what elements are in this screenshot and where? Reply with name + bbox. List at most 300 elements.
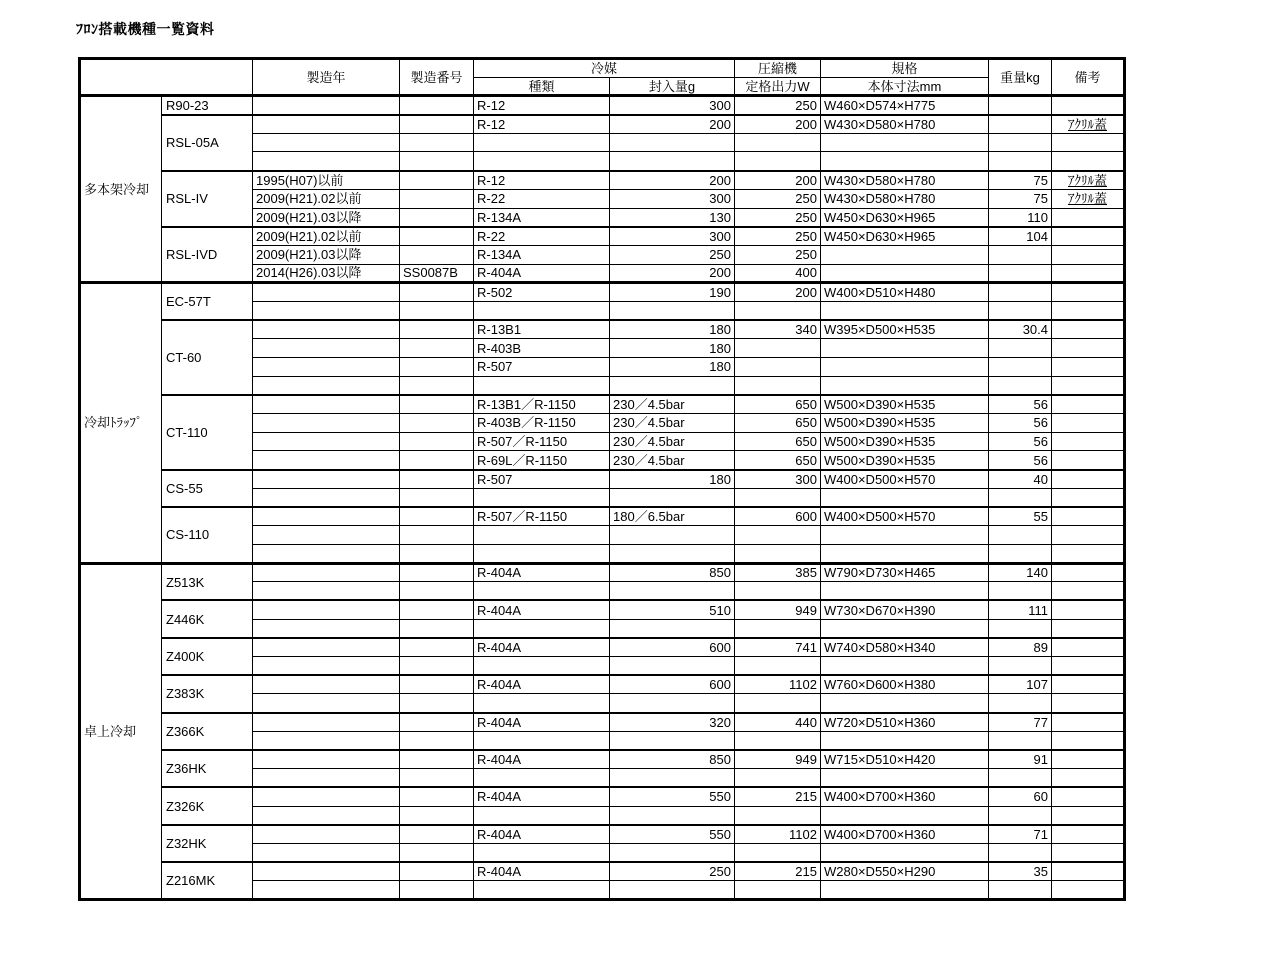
dims-cell: W400×D510×H480 (821, 283, 989, 302)
dims-cell: W400×D700×H360 (821, 787, 989, 806)
refrigerant-type-cell: R-134A (474, 245, 610, 264)
output-cell: 949 (735, 600, 821, 619)
weight-cell: 56 (989, 395, 1052, 414)
serial-cell (400, 488, 474, 507)
charge-cell (610, 301, 735, 320)
charge-cell: 180 (610, 470, 735, 489)
refrigerant-type-cell: R-404A (474, 563, 610, 582)
charge-cell (610, 488, 735, 507)
output-cell: 1102 (735, 825, 821, 844)
note-cell: ｱｸﾘﾙ蓋 (1052, 171, 1125, 190)
serial-cell (400, 245, 474, 264)
serial-cell (400, 787, 474, 806)
serial-cell (400, 881, 474, 900)
year-cell: 1995(H07)以前 (253, 171, 400, 190)
refrigerant-type-cell: R-404A (474, 600, 610, 619)
dims-cell: W500×D390×H535 (821, 414, 989, 433)
dims-cell: W280×D550×H290 (821, 862, 989, 881)
year-cell (253, 507, 400, 526)
table-row (80, 283, 1125, 302)
refrigerant-type-cell: R-404A (474, 750, 610, 769)
charge-cell: 190 (610, 283, 735, 302)
model-name: RSL-IVD (162, 227, 253, 283)
dims-cell (821, 133, 989, 152)
weight-cell (989, 619, 1052, 638)
serial-cell (400, 675, 474, 694)
table-row (80, 227, 1125, 246)
serial-cell (400, 301, 474, 320)
year-cell (253, 694, 400, 713)
table-row (80, 600, 1125, 619)
note-cell (1052, 488, 1125, 507)
weight-cell (989, 283, 1052, 302)
weight-cell: 56 (989, 414, 1052, 433)
serial-cell (400, 133, 474, 152)
dims-cell (821, 694, 989, 713)
dims-cell: W395×D500×H535 (821, 320, 989, 339)
weight-cell (989, 133, 1052, 152)
refrigerant-type-cell: R-404A (474, 264, 610, 283)
note-cell (1052, 245, 1125, 264)
output-cell: 250 (735, 245, 821, 264)
year-cell (253, 544, 400, 563)
dims-cell (821, 806, 989, 825)
note-cell (1052, 862, 1125, 881)
dims-cell: W760×D600×H380 (821, 675, 989, 694)
dims-cell: W715×D510×H420 (821, 750, 989, 769)
refrigerant-type-cell (474, 526, 610, 545)
note-cell (1052, 414, 1125, 433)
table-header (80, 59, 1125, 96)
charge-cell: 180 (610, 339, 735, 358)
serial-cell (400, 358, 474, 377)
charge-cell (610, 152, 735, 171)
year-cell (253, 320, 400, 339)
refrigerant-type-cell: R-69L／R-1150 (474, 451, 610, 470)
dims-cell (821, 619, 989, 638)
refrigerant-type-cell (474, 657, 610, 676)
charge-cell: 230／4.5bar (610, 395, 735, 414)
serial-cell (400, 750, 474, 769)
serial-cell (400, 563, 474, 582)
charge-cell (610, 526, 735, 545)
note-cell (1052, 208, 1125, 227)
weight-cell (989, 488, 1052, 507)
dims-cell: W400×D500×H570 (821, 507, 989, 526)
dims-cell (821, 301, 989, 320)
model-name: CT-110 (162, 395, 253, 470)
year-cell (253, 806, 400, 825)
refrigerant-type-cell: R-507 (474, 470, 610, 489)
year-cell (253, 862, 400, 881)
col-header-body-dimensions: 本体寸法mm (821, 77, 989, 96)
group-label: 冷却ﾄﾗｯﾌﾟ (80, 283, 162, 563)
note-cell (1052, 713, 1125, 732)
table-row (80, 750, 1125, 769)
output-cell (735, 694, 821, 713)
dims-cell: W450×D630×H965 (821, 208, 989, 227)
refrigerant-type-cell: R-134A (474, 208, 610, 227)
output-cell (735, 881, 821, 900)
weight-cell: 71 (989, 825, 1052, 844)
refrigerant-type-cell: R-404A (474, 713, 610, 732)
year-cell (253, 152, 400, 171)
weight-cell (989, 264, 1052, 283)
year-cell (253, 769, 400, 788)
note-cell (1052, 657, 1125, 676)
table-row (80, 862, 1125, 881)
year-cell (253, 96, 400, 115)
year-cell (253, 115, 400, 134)
charge-cell: 230／4.5bar (610, 432, 735, 451)
serial-cell (400, 208, 474, 227)
note-cell (1052, 694, 1125, 713)
charge-cell: 130 (610, 208, 735, 227)
charge-cell: 320 (610, 713, 735, 732)
year-cell (253, 339, 400, 358)
refrigerant-type-cell: R-404A (474, 825, 610, 844)
dims-cell (821, 245, 989, 264)
refrigerant-type-cell: R-507 (474, 358, 610, 377)
dims-cell: W450×D630×H965 (821, 227, 989, 246)
output-cell (735, 526, 821, 545)
model-name: RSL-IV (162, 171, 253, 227)
dims-cell: W740×D580×H340 (821, 638, 989, 657)
refrigerant-type-cell (474, 843, 610, 862)
model-name: Z366K (162, 713, 253, 750)
refrigerant-type-cell: R-12 (474, 115, 610, 134)
note-cell (1052, 395, 1125, 414)
note-cell (1052, 339, 1125, 358)
weight-cell: 35 (989, 862, 1052, 881)
output-cell: 949 (735, 750, 821, 769)
note-cell (1052, 544, 1125, 563)
note-cell (1052, 787, 1125, 806)
note-cell (1052, 152, 1125, 171)
output-cell (735, 376, 821, 395)
model-name: Z36HK (162, 750, 253, 787)
serial-cell (400, 470, 474, 489)
year-cell: 2009(H21).03以降 (253, 208, 400, 227)
dims-cell (821, 731, 989, 750)
output-cell: 340 (735, 320, 821, 339)
charge-cell: 200 (610, 171, 735, 190)
year-cell (253, 563, 400, 582)
year-cell: 2009(H21).02以前 (253, 189, 400, 208)
table-row (80, 563, 1125, 582)
weight-cell (989, 245, 1052, 264)
table-row (80, 115, 1125, 134)
year-cell (253, 657, 400, 676)
weight-cell (989, 544, 1052, 563)
refrigerant-type-cell: R-22 (474, 189, 610, 208)
year-cell (253, 526, 400, 545)
note-cell (1052, 376, 1125, 395)
charge-cell: 550 (610, 787, 735, 806)
table-row (80, 675, 1125, 694)
refrigerant-type-cell (474, 619, 610, 638)
col-header-weight: 重量kg (989, 59, 1052, 96)
refrigerant-type-cell: R-22 (474, 227, 610, 246)
dims-cell: W460×D574×H775 (821, 96, 989, 115)
serial-cell (400, 526, 474, 545)
charge-cell (610, 544, 735, 563)
weight-cell (989, 96, 1052, 115)
charge-cell (610, 582, 735, 601)
table-row (80, 787, 1125, 806)
serial-cell (400, 283, 474, 302)
model-name: EC-57T (162, 283, 253, 320)
output-cell: 200 (735, 283, 821, 302)
note-cell (1052, 358, 1125, 377)
charge-cell: 550 (610, 825, 735, 844)
dims-cell (821, 376, 989, 395)
note-cell (1052, 320, 1125, 339)
year-cell (253, 283, 400, 302)
year-cell (253, 301, 400, 320)
model-name: Z400K (162, 638, 253, 675)
charge-cell: 300 (610, 189, 735, 208)
serial-cell (400, 189, 474, 208)
model-name: Z513K (162, 563, 253, 600)
dims-cell (821, 881, 989, 900)
year-cell (253, 600, 400, 619)
weight-cell: 91 (989, 750, 1052, 769)
serial-cell (400, 694, 474, 713)
refrigerant-type-cell: R-502 (474, 283, 610, 302)
year-cell (253, 825, 400, 844)
weight-cell (989, 358, 1052, 377)
year-cell (253, 881, 400, 900)
year-cell (253, 451, 400, 470)
weight-cell: 111 (989, 600, 1052, 619)
charge-cell: 230／4.5bar (610, 451, 735, 470)
weight-cell: 107 (989, 675, 1052, 694)
col-header-standard: 規格 (821, 59, 989, 78)
weight-cell: 56 (989, 451, 1052, 470)
refrigerant-type-cell (474, 488, 610, 507)
dims-cell: W400×D700×H360 (821, 825, 989, 844)
refrigerant-type-cell: R-13B1 (474, 320, 610, 339)
output-cell (735, 806, 821, 825)
serial-cell (400, 843, 474, 862)
col-header-compressor: 圧縮機 (735, 59, 821, 78)
model-name: Z326K (162, 787, 253, 824)
dims-cell: W720×D510×H360 (821, 713, 989, 732)
serial-cell (400, 507, 474, 526)
charge-cell: 250 (610, 862, 735, 881)
output-cell (735, 488, 821, 507)
note-cell (1052, 769, 1125, 788)
note-cell (1052, 675, 1125, 694)
serial-cell (400, 451, 474, 470)
weight-cell: 104 (989, 227, 1052, 246)
output-cell: 215 (735, 787, 821, 806)
output-cell (735, 301, 821, 320)
weight-cell: 30.4 (989, 320, 1052, 339)
serial-cell (400, 320, 474, 339)
dims-cell: W500×D390×H535 (821, 432, 989, 451)
year-cell (253, 358, 400, 377)
charge-cell (610, 806, 735, 825)
note-cell (1052, 470, 1125, 489)
dims-cell (821, 582, 989, 601)
dims-cell: W400×D500×H570 (821, 470, 989, 489)
year-cell (253, 395, 400, 414)
output-cell (735, 769, 821, 788)
year-cell (253, 675, 400, 694)
refrigerant-type-cell (474, 544, 610, 563)
weight-cell: 60 (989, 787, 1052, 806)
weight-cell: 40 (989, 470, 1052, 489)
charge-cell: 300 (610, 227, 735, 246)
output-cell: 600 (735, 507, 821, 526)
output-cell (735, 619, 821, 638)
weight-cell (989, 694, 1052, 713)
output-cell: 650 (735, 451, 821, 470)
page-title: ﾌﾛﾝ搭載機種一覧資料 (76, 21, 215, 37)
weight-cell (989, 115, 1052, 134)
note-cell: ｱｸﾘﾙ蓋 (1052, 115, 1125, 134)
serial-cell: SS0087B (400, 264, 474, 283)
charge-cell (610, 619, 735, 638)
col-header-refrigerant: 冷媒 (474, 59, 735, 78)
weight-cell (989, 806, 1052, 825)
note-cell (1052, 283, 1125, 302)
note-cell: ｱｸﾘﾙ蓋 (1052, 189, 1125, 208)
charge-cell (610, 376, 735, 395)
weight-cell: 55 (989, 507, 1052, 526)
model-name: CT-60 (162, 320, 253, 395)
model-name: Z446K (162, 600, 253, 637)
dims-cell (821, 544, 989, 563)
serial-cell (400, 115, 474, 134)
charge-cell (610, 731, 735, 750)
year-cell: 2009(H21).03以降 (253, 245, 400, 264)
table-body (80, 96, 1125, 900)
weight-cell (989, 731, 1052, 750)
year-cell (253, 731, 400, 750)
refrigerant-type-cell: R-403B／R-1150 (474, 414, 610, 433)
serial-cell (400, 395, 474, 414)
dims-cell: W730×D670×H390 (821, 600, 989, 619)
table-row (80, 171, 1125, 190)
output-cell: 650 (735, 432, 821, 451)
table-row (80, 638, 1125, 657)
refrigerant-type-cell (474, 769, 610, 788)
table-row (80, 507, 1125, 526)
dims-cell: W500×D390×H535 (821, 451, 989, 470)
col-header-rated-output: 定格出力W (735, 77, 821, 96)
weight-cell (989, 339, 1052, 358)
output-cell: 200 (735, 115, 821, 134)
output-cell: 650 (735, 414, 821, 433)
table-row (80, 713, 1125, 732)
dims-cell: W500×D390×H535 (821, 395, 989, 414)
output-cell (735, 731, 821, 750)
note-cell (1052, 432, 1125, 451)
year-cell (253, 619, 400, 638)
year-cell (253, 787, 400, 806)
refrigerant-type-cell (474, 806, 610, 825)
refrigerant-type-cell: R-13B1／R-1150 (474, 395, 610, 414)
refrigerant-type-cell: R-404A (474, 862, 610, 881)
year-cell (253, 133, 400, 152)
group-label: 卓上冷却 (80, 563, 162, 899)
charge-cell: 850 (610, 750, 735, 769)
note-cell (1052, 451, 1125, 470)
model-name: R90-23 (162, 96, 253, 115)
serial-cell (400, 544, 474, 563)
serial-cell (400, 582, 474, 601)
charge-cell (610, 657, 735, 676)
weight-cell (989, 301, 1052, 320)
year-cell (253, 638, 400, 657)
model-name: Z383K (162, 675, 253, 712)
charge-cell: 230／4.5bar (610, 414, 735, 433)
weight-cell: 75 (989, 171, 1052, 190)
refrigerant-type-cell (474, 582, 610, 601)
output-cell (735, 358, 821, 377)
year-cell: 2014(H26).03以降 (253, 264, 400, 283)
dims-cell (821, 488, 989, 507)
charge-cell: 510 (610, 600, 735, 619)
model-name: CS-55 (162, 470, 253, 507)
col-header-refrigerant-type: 種類 (474, 77, 610, 96)
charge-cell: 180 (610, 320, 735, 339)
charge-cell (610, 694, 735, 713)
refrigerant-type-cell: R-507／R-1150 (474, 432, 610, 451)
serial-cell (400, 600, 474, 619)
serial-cell (400, 414, 474, 433)
refrigerant-type-cell: R-404A (474, 675, 610, 694)
refrigerant-type-cell: R-403B (474, 339, 610, 358)
refrigerant-type-cell: R-404A (474, 638, 610, 657)
output-cell (735, 133, 821, 152)
charge-cell: 180 (610, 358, 735, 377)
col-header-manufacture-year: 製造年 (253, 59, 400, 96)
dims-cell: W790×D730×H465 (821, 563, 989, 582)
dims-cell (821, 769, 989, 788)
output-cell (735, 657, 821, 676)
model-name: CS-110 (162, 507, 253, 563)
refrigerant-type-cell: R-12 (474, 171, 610, 190)
table-row (80, 96, 1125, 115)
note-cell (1052, 582, 1125, 601)
dims-cell (821, 358, 989, 377)
weight-cell (989, 657, 1052, 676)
refrigerant-type-cell (474, 133, 610, 152)
note-cell (1052, 638, 1125, 657)
refrigerant-type-cell (474, 152, 610, 171)
year-cell (253, 376, 400, 395)
output-cell: 250 (735, 208, 821, 227)
note-cell (1052, 563, 1125, 582)
refrigerant-type-cell: R-12 (474, 96, 610, 115)
charge-cell: 300 (610, 96, 735, 115)
serial-cell (400, 713, 474, 732)
header-row-top (80, 59, 1125, 78)
note-cell (1052, 96, 1125, 115)
serial-cell (400, 657, 474, 676)
refrigerant-type-cell (474, 301, 610, 320)
year-cell (253, 843, 400, 862)
weight-cell (989, 526, 1052, 545)
weight-cell (989, 881, 1052, 900)
year-cell (253, 414, 400, 433)
dims-cell: W430×D580×H780 (821, 189, 989, 208)
table-row (80, 395, 1125, 414)
